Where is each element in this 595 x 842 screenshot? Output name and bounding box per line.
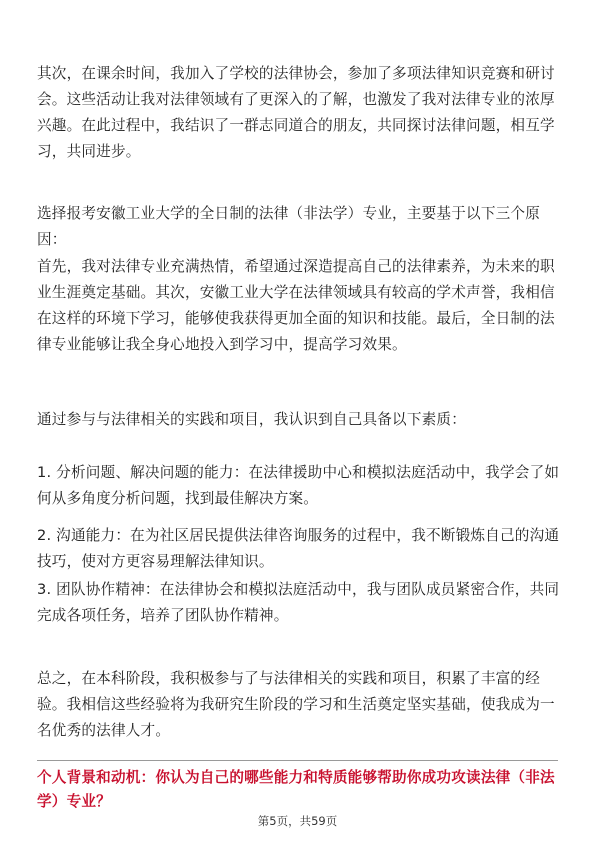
question-heading: 个人背景和动机：你认为自己的哪些能力和特质能够帮助你成功攻读法律（非法学）专业？ [37,769,555,810]
paragraph-extracurricular: 其次，在课余时间，我加入了学校的法律协会，参加了多项法律知识竞赛和研讨会。这些活动让我对法律领域有了更深入的了解，也激发了我对法律专业的浓厚兴趣。在此过程中，我结识了一群志同道合的朋友，共同探讨法律问题，相互学习，共同进步。 [37,65,555,160]
paragraph-qualities-intro: 通过参与与法律相关的实践和项目，我认识到自己具备以下素质： [37,411,467,428]
list-item-teamwork: 3. 团队协作精神：在法律协会和模拟法庭活动中，我与团队成员紧密合作，共同完成各项任务，培养了团队协作精神。 [37,581,560,624]
list-item-analysis: 1. 分析问题、解决问题的能力：在法律援助中心和模拟法庭活动中，我学会了如何从多角度分析问题，找到最佳解决方案。 [37,464,560,507]
list-item-communication: 2. 沟通能力：在为社区居民提供法律咨询服务的过程中，我不断锻炼自己的沟通技巧，使对方更容易理解法律知识。 [37,527,560,570]
paragraph-conclusion: 总之，在本科阶段，我积极参与了与法律相关的实践和项目，积累了丰富的经验。我相信这些经验将为我研究生阶段的学习和生活奠定坚实基础，使我成为一名优秀的法律人才。 [37,670,555,739]
page-number: 第5页，共59页 [257,814,338,828]
section-divider [37,760,558,761]
paragraph-reasons: 首先，我对法律专业充满热情，希望通过深造提高自己的法律素养，为未来的职业生涯奠定基础。其次，安徽工业大学在法律领域具有较高的学术声誉，我相信在这样的环境下学习，能够使我获得更加全面的知识和技能。最后，全日制的法律专业能够让我全身心地投入到学习中，提高学习效果。 [37,258,555,353]
paragraph-reasons-intro: 选择报考安徽工业大学的全日制的法律（非法学）专业，主要基于以下三个原因： [37,205,540,248]
